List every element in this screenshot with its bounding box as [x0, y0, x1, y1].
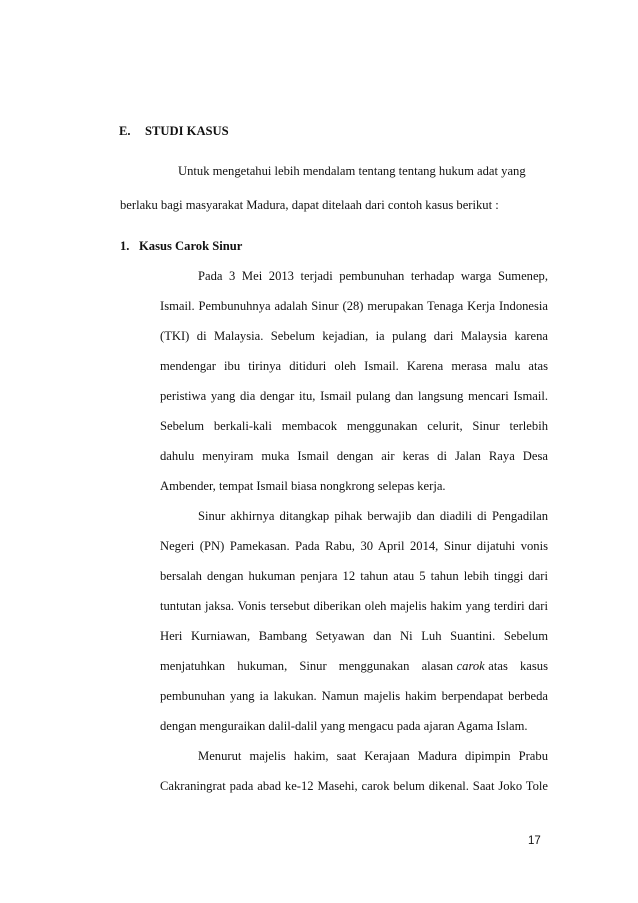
section-title: STUDI KASUS [145, 124, 229, 138]
italic-term-carok: carok [456, 659, 485, 673]
paragraph-line: Negeri (PN) Pamekasan. Pada Rabu, 30 April 2014, Sinur dijatuhi vonis [160, 539, 548, 553]
paragraph-line: bersalah dengan hukuman penjara 12 tahun atau 5 tahun lebih tinggi dari [160, 569, 548, 583]
paragraph-line: Ambender, tempat Ismail biasa nongkrong selepas kerja. [160, 479, 446, 493]
paragraph-line: Ismail. Pembunuhnya adalah Sinur (28) merupakan Tenaga Kerja Indonesia [160, 299, 548, 313]
paragraph-line: tuntutan jaksa. Vonis tersebut diberikan oleh majelis hakim yang terdiri dari [160, 599, 548, 613]
line-segment-before: menjatuhkan hukuman, Sinur menggunakan alasan [160, 659, 454, 673]
intro-line: Untuk mengetahui lebih mendalam tentang tentang hukum adat yang [178, 164, 526, 178]
line-segment-after: atas kasus [488, 659, 548, 673]
paragraph-line: mendengar ibu tirinya ditiduri oleh Ismail. Karena merasa malu atas [160, 359, 548, 373]
paragraph-line: Sebelum berkali-kali membacok menggunakan celurit, Sinur terlebih [160, 419, 548, 433]
paragraph-line-with-italic [160, 658, 548, 674]
paragraph-line: (TKI) di Malaysia. Sebelum kejadian, ia pulang dari Malaysia karena [160, 329, 548, 343]
paragraph-line: dengan menguraikan dalil-dalil yang mengacu pada ajaran Agama Islam. [160, 719, 528, 733]
paragraph-line: pembunuhan yang ia lakukan. Namun majelis hakim berpendapat berbeda [160, 689, 548, 703]
intro-line: berlaku bagi masyarakat Madura, dapat ditelaah dari contoh kasus berikut : [120, 198, 499, 212]
section-letter: E. [119, 124, 131, 138]
page-number: 17 [528, 835, 541, 847]
paragraph-line: Cakraningrat pada abad ke-12 Masehi, carok belum dikenal. Saat Joko Tole [160, 779, 548, 793]
paragraph-line: dahulu menyiram muka Ismail dengan air keras di Jalan Raya Desa [160, 449, 548, 463]
subsection-number: 1. [120, 239, 130, 253]
paragraph-line: Sinur akhirnya ditangkap pihak berwajib dan diadili di Pengadilan [198, 509, 548, 523]
subsection-title: Kasus Carok Sinur [139, 239, 243, 253]
paragraph-line: Menurut majelis hakim, saat Kerajaan Madura dipimpin Prabu [198, 749, 548, 763]
paragraph-line: peristiwa yang dia dengar itu, Ismail pulang dan langsung mencari Ismail. [160, 389, 548, 403]
paragraph-line: Pada 3 Mei 2013 terjadi pembunuhan terhadap warga Sumenep, [198, 269, 548, 283]
paragraph-line: Heri Kurniawan, Bambang Setyawan dan Ni Luh Suantini. Sebelum [160, 629, 548, 643]
